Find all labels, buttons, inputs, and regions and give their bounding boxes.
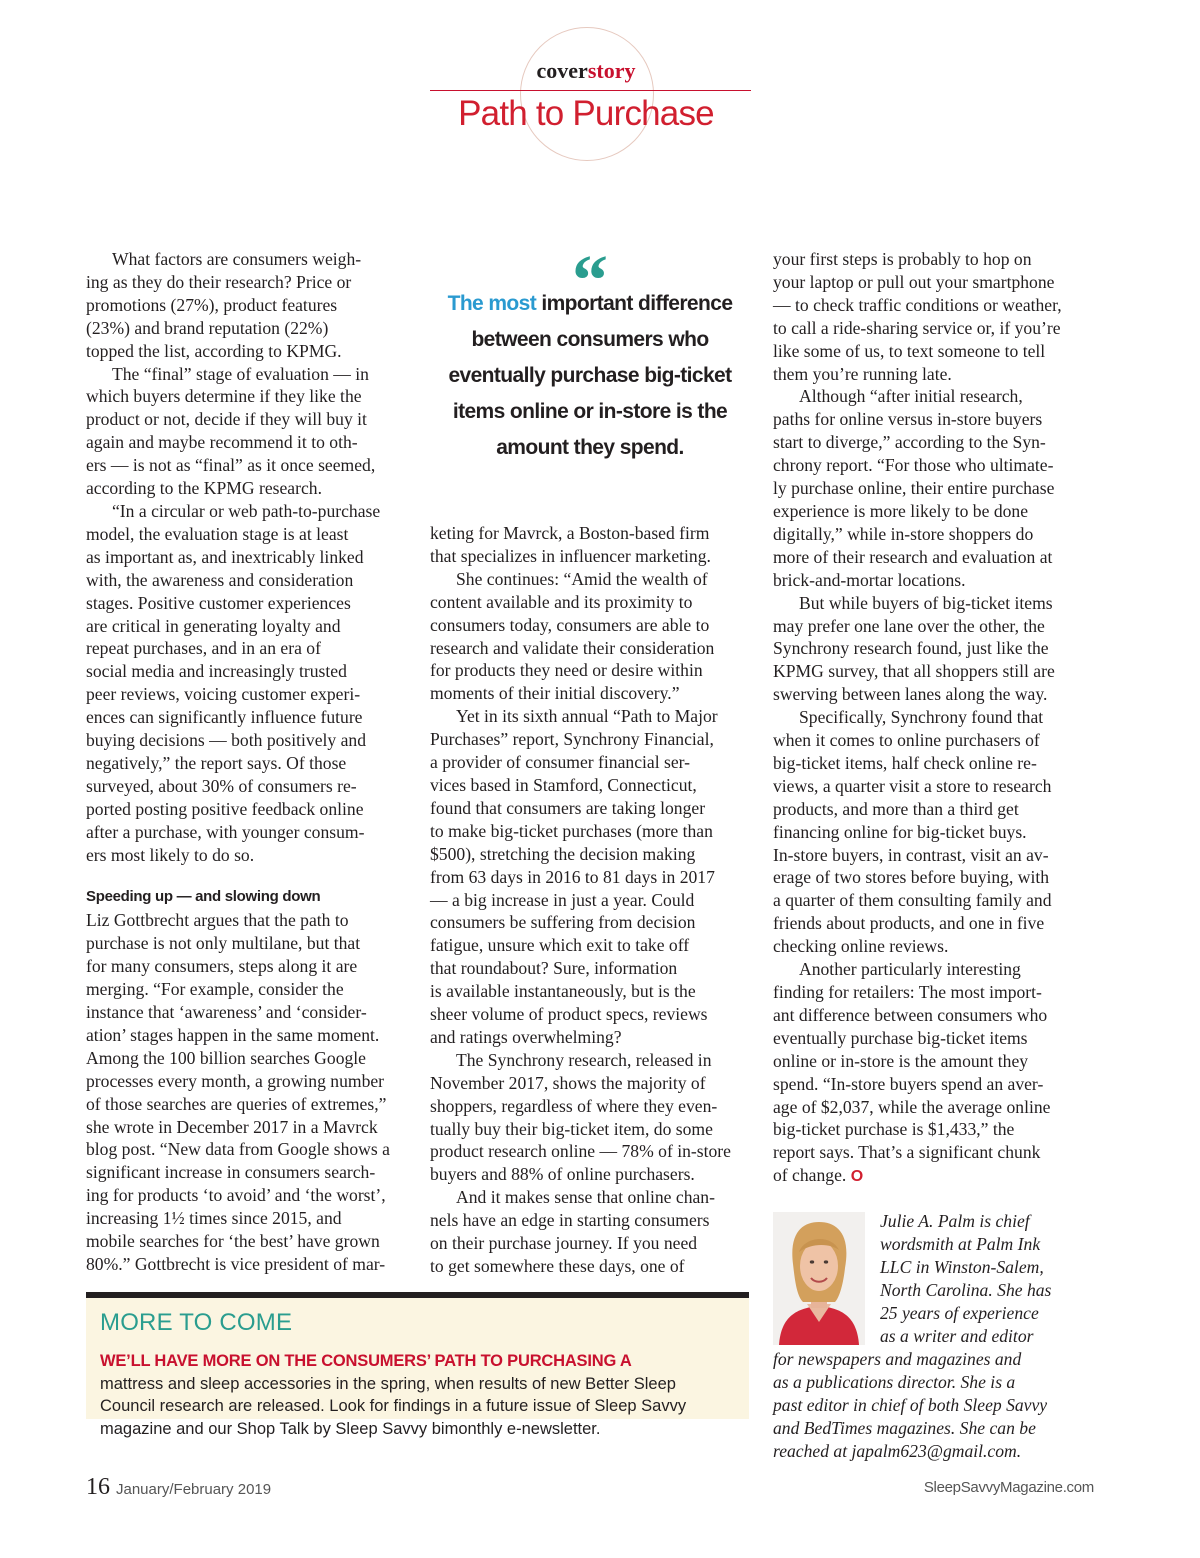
text-line: topped the list, according to KPMG. [86,340,342,361]
text-line: promotions (27%), product features [86,294,338,315]
text-line: shoppers, regardless of where they even- [430,1095,718,1116]
pull-quote-lead: The most [447,292,537,315]
text-line: may prefer one lane over the other, the [773,615,1045,636]
text-line: merging. “For example, consider the [86,979,344,1000]
text-line: 80%.” Gottbrecht is vice president of mar- [86,1253,386,1274]
text-line: as a writer and editor [880,1325,1034,1346]
text-line: processes every month, a growing number [86,1070,385,1091]
text-line: big-ticket items, half check online re- [773,752,1037,773]
paragraph [773,408,1097,591]
more-to-come-lead: WE’LL HAVE MORE ON THE CONSUMERS’ PATH TO PURCHASING A [100,1352,632,1370]
text-line: magazine and our Shop Talk by Sleep Savvy bimonthly e-newsletter. [100,1419,601,1438]
paragraph [773,981,1097,1189]
text-line: to make big-ticket purchases (more than [430,820,713,841]
text-line: $500), stretching the decision making [430,843,696,864]
section-kicker [430,57,742,85]
text-line: buyers and 88% of online purchasers. [430,1164,695,1185]
text-line: of those searches are queries of extremes,” [86,1093,387,1114]
text-line: a provider of consumer financial ser- [430,752,691,773]
paragraph [430,1049,750,1072]
page-title: Path to Purchase [458,94,714,133]
text-line: and BedTimes magazines. She can be [773,1417,1036,1438]
text-line: for products they need or desire within [430,660,703,681]
text-line: model, the evaluation stage is at least [86,523,349,544]
paragraph [430,1186,750,1209]
text-line: report says. That’s a significant chunk [773,1142,1041,1163]
text-line: views, a quarter visit a store to research [773,775,1052,796]
text-line [773,1164,1097,1189]
text-line: and ratings overwhelming? [430,1026,622,1047]
text-line: significant increase in consumers search- [86,1162,376,1183]
text-line: nels have an edge in starting consumers [430,1210,710,1231]
text-line: social media and increasingly trusted [86,661,347,682]
text-line: November 2017, shows the majority of [430,1072,706,1093]
text-line: ers — is not as “final” as it once seemed, [86,455,376,476]
text-line: past editor in chief of both Sleep Savvy [773,1394,1048,1415]
text-line: (23%) and brand reputation (22%) [86,317,329,338]
text-line: LLC in Winston-Salem, [880,1256,1044,1277]
text-line: ported posting positive feedback online [86,798,364,819]
text-line: Specifically, Synchrony found that [799,707,1044,728]
text-line: checking online reviews. [773,936,949,957]
text-line: found that consumers are taking longer [430,797,706,818]
text-line: wordsmith at Palm Ink [880,1233,1041,1254]
paragraph [430,568,750,591]
page-number: 16 [86,1474,110,1500]
text-line: brick-and-mortar locations. [773,569,966,590]
text-line: paths for online versus in-store buyers [773,409,1043,430]
text-line: surveyed, about 30% of consumers re- [86,775,357,796]
text-line: stages. Positive customer experiences [86,592,351,613]
text-line: keting for Mavrck, a Boston-based firm [430,523,710,543]
text-line: increasing 1½ times since 2015, and [86,1208,342,1229]
text-line: swerving between lanes along the way. [773,684,1048,705]
text-line: content available and its proximity to [430,591,693,612]
paragraph [773,592,1097,615]
text-line: ly purchase online, their entire purchase [773,478,1055,499]
text-line: KPMG survey, that all shoppers still are [773,661,1055,682]
text-line: when it comes to online purchasers of [773,730,1040,751]
text-line: she wrote in December 2017 in a Mavrck [86,1116,378,1137]
text-line: ation’ stages happen in the same moment. [86,1024,380,1045]
text-line: according to the KPMG research. [86,478,322,499]
text-line: negatively,” the report says. Of those [86,752,347,773]
text-line: The “final” stage of evaluation — in [112,363,369,384]
article-column-1 [86,248,410,1276]
article-column-2 [430,522,750,1278]
text-line: Synchrony research found, just like the [773,638,1049,659]
text-line: purchase is not only multilane, but that [86,933,361,954]
text-line: peer reviews, voicing customer experi- [86,684,361,705]
article-column-3 [773,248,1097,1189]
text-line: mattress and sleep accessories in the spring, when results of new Better Sleep [100,1374,676,1393]
paragraph [86,523,410,867]
text-line: Another particularly interesting [799,959,1021,980]
text-line: start to diverge,” according to the Syn- [773,432,1046,453]
text-line: chrony report. “For those who ultimate- [773,455,1054,476]
section-subhead: Speeding up — and slowing down [86,888,321,906]
pull-quote-text: important difference between consumers who eventually purchase big-ticket items online or in-store is the amount they spend. [448,292,733,459]
text-line: vices based in Stamford, Connecticut, [430,774,697,795]
site-url: SleepSavvyMagazine.com [923,1479,1094,1496]
text-line: instance that ‘awareness’ and ‘consider- [86,1002,367,1022]
text-line: Yet in its sixth annual “Path to Major [456,706,718,727]
text-line: as a publications director. She is a [773,1371,1016,1392]
kicker-story: story [587,58,636,83]
text-line: Liz Gottbrecht argues that the path to [86,910,349,931]
text-line: financing online for big-ticket buys. [773,821,1027,842]
text-line: to call a ride-sharing service or, if you’re [773,317,1061,338]
text-line: ant difference between consumers who [773,1004,1048,1025]
paragraph [86,248,410,271]
kicker-cover: cover [536,58,588,83]
text-line: with, the awareness and consideration [86,569,354,590]
text-line: mobile searches for ‘the best’ have grown [86,1231,380,1252]
text-line: your laptop or pull out your smartphone [773,271,1055,292]
text-line: consumers today, consumers are able to [430,614,710,635]
header-rule [430,90,751,91]
text-line: What factors are consumers weigh- [112,249,362,269]
text-line: ences can significantly influence future [86,707,363,728]
text-line: them you’re running late. [773,363,952,384]
text-line: ing for products ‘to avoid’ and ‘the worst’, [86,1185,386,1206]
text-line: like some of us, to text someone to tell [773,340,1046,361]
text-line: And it makes sense that online chan- [456,1187,715,1208]
text-line: sheer volume of product specs, reviews [430,1004,708,1025]
paragraph [430,522,750,568]
author-portrait-icon [773,1212,865,1345]
text-line: for many consumers, steps along it are [86,956,358,977]
pull-quote [430,286,750,466]
quote-mark-icon: “ [572,240,608,320]
paragraph [430,1072,750,1187]
text-line: a quarter of them consulting family and [773,890,1052,911]
text-line: product research online — 78% of in-store [430,1141,731,1162]
text-line: your first steps is probably to hop on [773,249,1032,269]
text-line: ing as they do their research? Price or [86,271,352,292]
text-line: moments of their initial discovery.” [430,683,680,704]
paragraph [86,363,410,386]
text-line: are critical in generating loyalty and [86,615,341,636]
text-line-end: of change. [773,1165,847,1186]
text-line: But while buyers of big-ticket items [799,592,1053,613]
text-line: She continues: “Amid the wealth of [456,568,708,589]
text-line: In-store buyers, in contrast, visit an av- [773,844,1049,865]
author-photo [773,1212,865,1345]
paragraph [86,385,410,500]
text-line: that specializes in influencer marketing. [430,545,711,566]
text-line: North Carolina. She has [880,1279,1052,1300]
text-line: spend. “In-store buyers spend an aver- [773,1073,1044,1094]
text-line: fatigue, unsure which exit to take off [430,935,690,956]
text-line: from 63 days in 2016 to 81 days in 2017 [430,866,715,887]
paragraph [430,591,750,706]
text-line: on their purchase journey. If you need [430,1233,698,1254]
page-folio [86,1474,271,1501]
text-line: as important as, and inextricably linked [86,546,364,567]
paragraph [430,1209,750,1278]
more-to-come-box [86,1292,749,1438]
text-line: eventually purchase big-ticket items [773,1027,1028,1048]
text-line: “In a circular or web path-to-purchase [112,500,381,521]
text-line: tually buy their big-ticket item, do some [430,1118,713,1139]
end-mark-icon: O [850,1168,864,1186]
text-line: online or in-store is the amount they [773,1050,1029,1071]
paragraph [773,615,1097,707]
issue-date: January/February 2019 [116,1481,272,1498]
text-line: Although “after initial research, [799,386,1023,407]
text-line: Purchases” report, Synchrony Financial, [430,729,714,750]
text-line: ers most likely to do so. [86,844,255,865]
text-line: big-ticket purchase is $1,433,” the [773,1119,1015,1140]
author-bio-top [880,1210,1051,1347]
text-line: that roundabout? Sure, information [430,958,678,979]
paragraph [430,728,750,1049]
paragraph [773,729,1097,958]
text-line: Among the 100 billion searches Google [86,1047,366,1068]
text-line: again and maybe recommend it to oth- [86,432,358,453]
paragraph [430,705,750,728]
author-bio-bottom [773,1348,1047,1463]
text-line: to get somewhere these days, one of [430,1256,685,1276]
author-email: reached at japalm623@gmail.com. [773,1440,1022,1461]
text-line: for newspapers and magazines and [773,1349,1022,1369]
text-line: erage of two stores before buying, with [773,867,1050,888]
text-line: 25 years of experience [880,1302,1039,1323]
text-line: — a big increase in just a year. Could [430,889,695,910]
text-line: consumers be suffering from decision [430,912,696,933]
text-line: Council research are released. Look for findings in a future issue of Sleep Savvy [100,1397,687,1415]
text-line: The Synchrony research, released in [456,1049,712,1070]
paragraph [773,385,1097,408]
paragraph [86,500,410,523]
text-line: repeat purchases, and in an era of [86,638,321,659]
text-line: Julie A. Palm is chief [880,1211,1030,1231]
paragraph [773,706,1097,729]
text-line: digitally,” while in-store shoppers do [773,523,1034,544]
more-to-come-body [100,1350,740,1440]
text-line: product or not, decide if they will buy it [86,409,367,430]
text-line: which buyers determine if they like the [86,386,362,407]
paragraph [86,271,410,363]
more-to-come-title: MORE TO COME [100,1309,293,1336]
text-line: — to check traffic conditions or weather, [773,294,1062,315]
text-line: blog post. “New data from Google shows a [86,1139,390,1160]
text-line: products, and more than a third get [773,798,1019,819]
text-line: age of $2,037, while the average online [773,1096,1051,1117]
text-line: is available instantaneously, but is the [430,981,696,1002]
paragraph [773,958,1097,981]
text-line: more of their research and evaluation at [773,546,1053,567]
paragraph [86,909,410,1276]
text-line: research and validate their consideration [430,637,715,658]
text-line: experience is more likely to be done [773,500,1029,521]
text-line: after a purchase, with younger consum- [86,821,365,842]
paragraph [773,248,1097,385]
text-line: finding for retailers: The most import- [773,982,1042,1002]
text-line: buying decisions — both positively and [86,730,367,751]
text-line: friends about products, and one in five [773,913,1045,934]
